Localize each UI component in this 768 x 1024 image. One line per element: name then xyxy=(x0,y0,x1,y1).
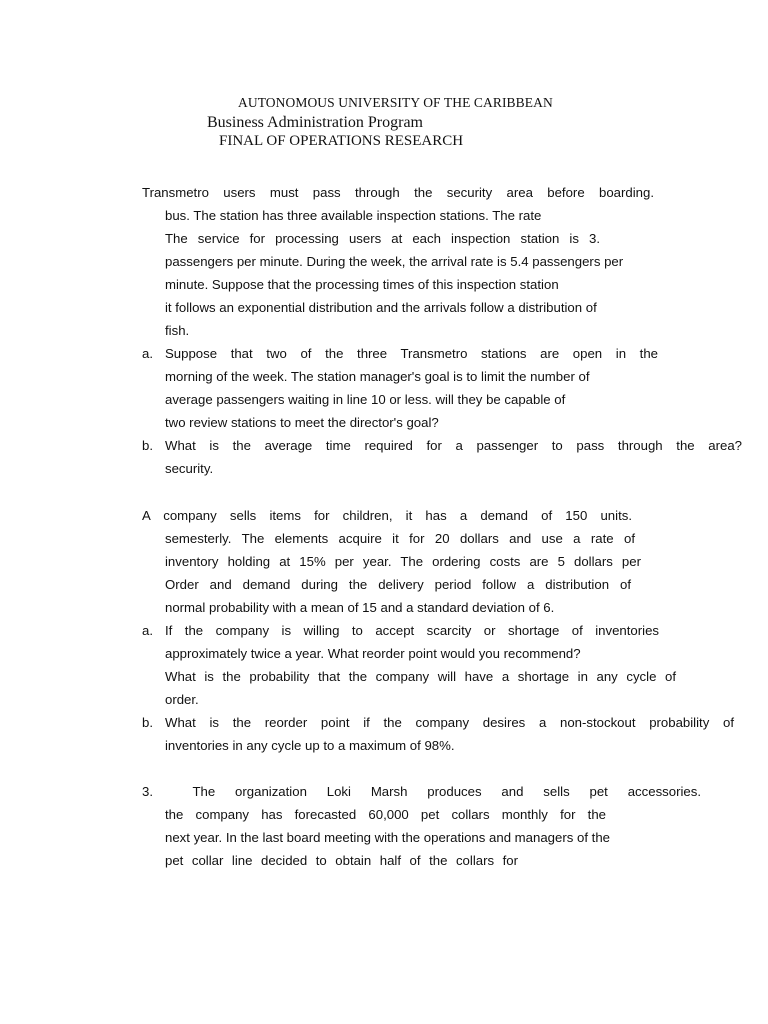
problem2-b-line: What is the reorder point if the company desires a non-stockout probability of xyxy=(165,715,734,730)
problem1-a-line: average passengers waiting in line 10 or less. will they be capable of xyxy=(165,392,566,407)
problem1-line: The service for processing users at each inspection station is 3. xyxy=(165,231,600,246)
problem1-line: bus. The station has three available inspection stations. The rate xyxy=(165,208,542,223)
problem2-b-line: inventories in any cycle up to a maximum of 98%. xyxy=(165,738,455,753)
problem1-b-marker: b. xyxy=(142,438,153,453)
program-title: Business Administration Program xyxy=(207,114,423,131)
problem2-a-line: If the company is willing to accept scarcity or shortage of inventories xyxy=(165,623,659,638)
problem3-line: 3. The organization Loki Marsh produces and sells pet accessories. xyxy=(142,784,701,799)
problem2-line: normal probability with a mean of 15 and a standard deviation of 6. xyxy=(165,600,555,615)
problem1-a-line: two review stations to meet the director's goal? xyxy=(165,415,439,430)
exam-title: FINAL OF OPERATIONS RESEARCH xyxy=(219,133,464,149)
problem3-line: pet collar line decided to obtain half of the collars for xyxy=(165,853,518,868)
problem2-a-marker: a. xyxy=(142,623,153,638)
problem1-b-line: security. xyxy=(165,461,214,476)
problem1-b-line: What is the average time required for a passenger to pass through the area? xyxy=(165,438,742,453)
problem1-a-marker: a. xyxy=(142,346,153,361)
problem2-b-marker: b. xyxy=(142,715,153,730)
problem1-line: Transmetro users must pass through the security area before boarding. xyxy=(142,185,654,200)
problem1-a-line: Suppose that two of the three Transmetro stations are open in the xyxy=(165,346,658,361)
problem2-line: semesterly. The elements acquire it for 20 dollars and use a rate of xyxy=(165,531,635,546)
problem1-line: it follows an exponential distribution and the arrivals follow a distribution of xyxy=(165,300,597,315)
problem2-a-line: approximately twice a year. What reorder point would you recommend? xyxy=(165,646,581,661)
problem1-line: minute. Suppose that the processing times of this inspection station xyxy=(165,277,559,292)
problem1-line: passengers per minute. During the week, the arrival rate is 5.4 passengers per xyxy=(165,254,624,269)
university-title: AUTONOMOUS UNIVERSITY OF THE CARIBBEAN xyxy=(238,95,553,110)
problem1-a-line: morning of the week. The station manager's goal is to limit the number of xyxy=(165,369,590,384)
problem3-line: the company has forecasted 60,000 pet collars monthly for the xyxy=(165,807,606,822)
problem2-a-line: What is the probability that the company will have a shortage in any cycle of xyxy=(165,669,676,684)
problem2-line: Order and demand during the delivery period follow a distribution of xyxy=(165,577,631,592)
problem1-line: fish. xyxy=(165,323,190,338)
problem3-line: next year. In the last board meeting with the operations and managers of the xyxy=(165,830,610,845)
problem2-a-line: order. xyxy=(165,692,199,707)
problem2-line: A company sells items for children, it has a demand of 150 units. xyxy=(142,508,632,523)
problem2-line: inventory holding at 15% per year. The ordering costs are 5 dollars per xyxy=(165,554,641,569)
